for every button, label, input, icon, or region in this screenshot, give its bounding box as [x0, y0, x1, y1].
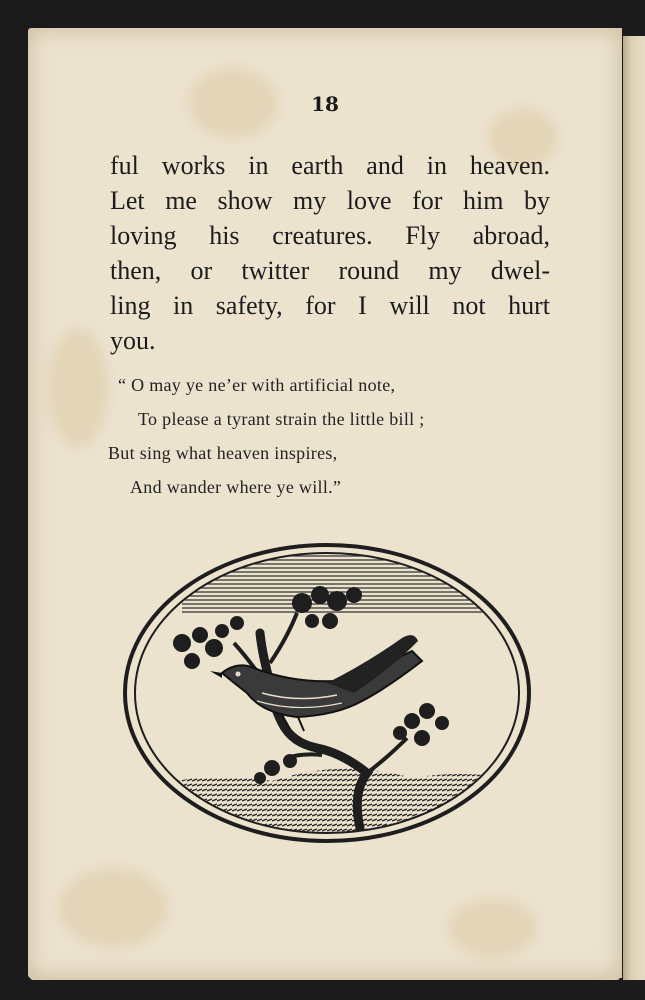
book-page [28, 28, 622, 978]
verse-line: To please a tyrant strain the little bill ; [138, 409, 425, 429]
verse-line: But sing what heaven inspires, [108, 443, 338, 463]
foxing-stain [48, 328, 108, 448]
prose-line: then, or twitter round my dwel- [110, 256, 550, 285]
foxing-stain [448, 898, 538, 958]
bird-woodcut-illustration [122, 543, 532, 843]
prose-line: you. [110, 326, 156, 355]
prose-paragraph [110, 148, 550, 358]
branch [270, 613, 297, 663]
verse-quotation [108, 368, 568, 504]
verse-line: “ O may ye ne’er with artificial note, [118, 375, 396, 395]
ground [122, 769, 532, 843]
verse-line: And wander where ye will.” [130, 477, 342, 497]
foxing-stain [58, 868, 168, 948]
prose-line: loving his creatures. Fly abroad, [110, 221, 550, 250]
branch [367, 738, 407, 773]
adjacent-page-edge [623, 36, 645, 980]
page-number: 18 [311, 92, 339, 116]
prose-line: ling in safety, for I will not hurt [110, 291, 550, 320]
prose-line: Let me show my love for him by [110, 186, 550, 215]
prose-line: ful works in earth and in heaven. [110, 151, 550, 180]
